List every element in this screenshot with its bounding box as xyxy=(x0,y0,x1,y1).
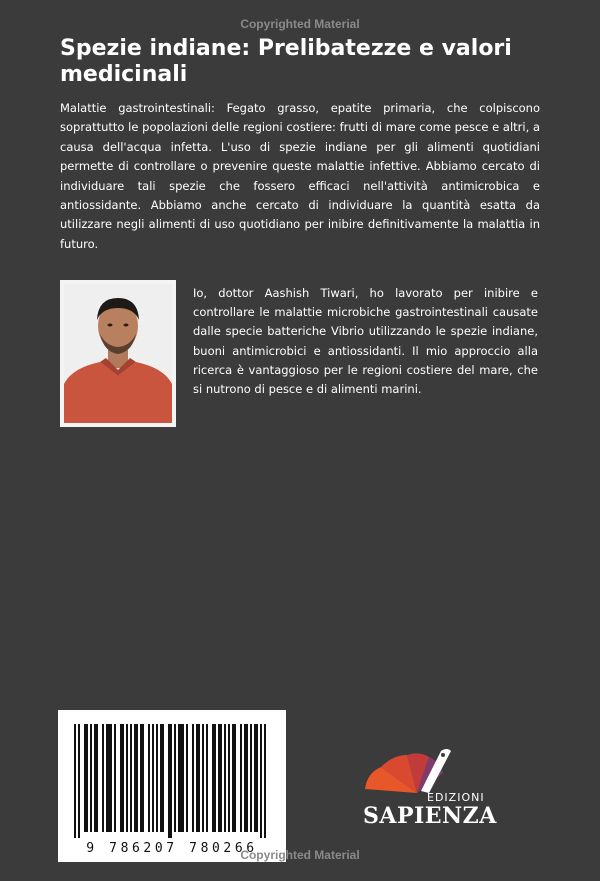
barcode-bar xyxy=(218,724,220,832)
barcode-bar xyxy=(122,724,124,832)
barcode-bar xyxy=(86,724,88,832)
barcode-bar xyxy=(192,724,194,832)
copyright-watermark-top: Copyrighted Material xyxy=(240,17,360,31)
barcode-bar xyxy=(140,724,142,832)
barcode-bar xyxy=(136,724,138,832)
barcode-bar xyxy=(224,724,226,832)
barcode-bar xyxy=(78,724,80,838)
barcode-bar xyxy=(234,724,236,832)
barcode-bar xyxy=(160,724,162,832)
barcode-digits: 9 786207 780266 xyxy=(86,841,258,856)
copyright-watermark-bottom: Copyrighted Material xyxy=(240,848,360,862)
barcode-bar xyxy=(206,724,208,832)
barcode-bar xyxy=(156,724,158,832)
barcode-bar xyxy=(152,724,154,832)
barcode-bar xyxy=(84,724,86,832)
publisher-logo xyxy=(355,745,505,835)
barcode-bar xyxy=(264,724,266,838)
barcode-bar xyxy=(246,724,248,832)
barcode-bar xyxy=(108,724,110,832)
barcode-bar xyxy=(240,724,242,832)
isbn-barcode xyxy=(58,710,286,862)
barcode-bar xyxy=(114,724,116,832)
barcode-bar xyxy=(228,724,230,832)
barcode-bar xyxy=(120,724,122,832)
barcode-bar xyxy=(212,724,214,832)
barcode-bar xyxy=(106,724,108,832)
barcode-bar xyxy=(202,724,204,832)
barcode-bar xyxy=(130,724,132,832)
barcode-bar xyxy=(174,724,176,832)
barcode-bar xyxy=(214,724,216,832)
book-title: Spezie indiane: Prelibatezze e valori medicinali xyxy=(60,36,512,87)
author-photo xyxy=(60,280,176,427)
author-biography: Io, dottor Aashish Tiwari, ho lavorato per inibire e controllare le malattie microbiche gastrointestinali causate dalle specie batteriche Vibrio utilizzando le spezie indiane, buoni antimicrobici e antiossidanti. Il mio approccio alla ricerca è vantaggioso per le regioni costiere del mare, che si nutrono di pesce e di alimenti marini. xyxy=(193,286,538,397)
publisher-line1: EDIZIONI xyxy=(427,791,485,804)
barcode-bar xyxy=(250,724,252,832)
barcode-bar xyxy=(232,724,234,832)
barcode-bar xyxy=(110,724,112,832)
barcode-bar xyxy=(186,724,188,832)
publisher-line2: SAPIENZA xyxy=(363,803,497,829)
barcode-bar xyxy=(94,724,96,832)
barcode-bar xyxy=(74,724,76,838)
barcode-bar xyxy=(148,724,150,832)
barcode-bar xyxy=(102,724,104,832)
barcode-bar xyxy=(220,724,222,832)
barcode-bar xyxy=(162,724,164,832)
barcode-bar xyxy=(96,724,98,832)
barcode-bar xyxy=(180,724,182,832)
barcode-bar xyxy=(134,724,136,832)
barcode-bar xyxy=(182,724,184,832)
barcode-bar xyxy=(256,724,258,832)
barcode-bar xyxy=(170,724,172,838)
barcode-bar xyxy=(126,724,128,832)
barcode-bar xyxy=(244,724,246,832)
barcode-bar xyxy=(178,724,180,832)
barcode-bar xyxy=(198,724,200,832)
barcode-bars xyxy=(58,710,286,862)
barcode-bar xyxy=(90,724,92,832)
barcode-bar xyxy=(260,724,262,838)
barcode-bar xyxy=(196,724,198,832)
book-description: Malattie gastrointestinali: Fegato grasso, epatite primaria, che colpiscono soprattutto le popolazioni delle regioni costiere: frutti di mare come pesce e altri, a causa dell'acqua infetta. L'uso di spezie indiane per gli alimenti quotidiani permette di controllare o prevenire queste malattie infettive. Abbiamo cercato di individuare tali spezie che fossero efficaci nell'attività antimicrobica e antiossidante. Abbiamo anche cercato di individuare la quantità esatta da utilizzare negli alimenti di uso quotidiano per inibire definitivamente la malattia in futuro. xyxy=(60,101,540,251)
barcode-bar xyxy=(142,724,144,832)
barcode-bar xyxy=(254,724,256,832)
barcode-bar xyxy=(168,724,170,838)
